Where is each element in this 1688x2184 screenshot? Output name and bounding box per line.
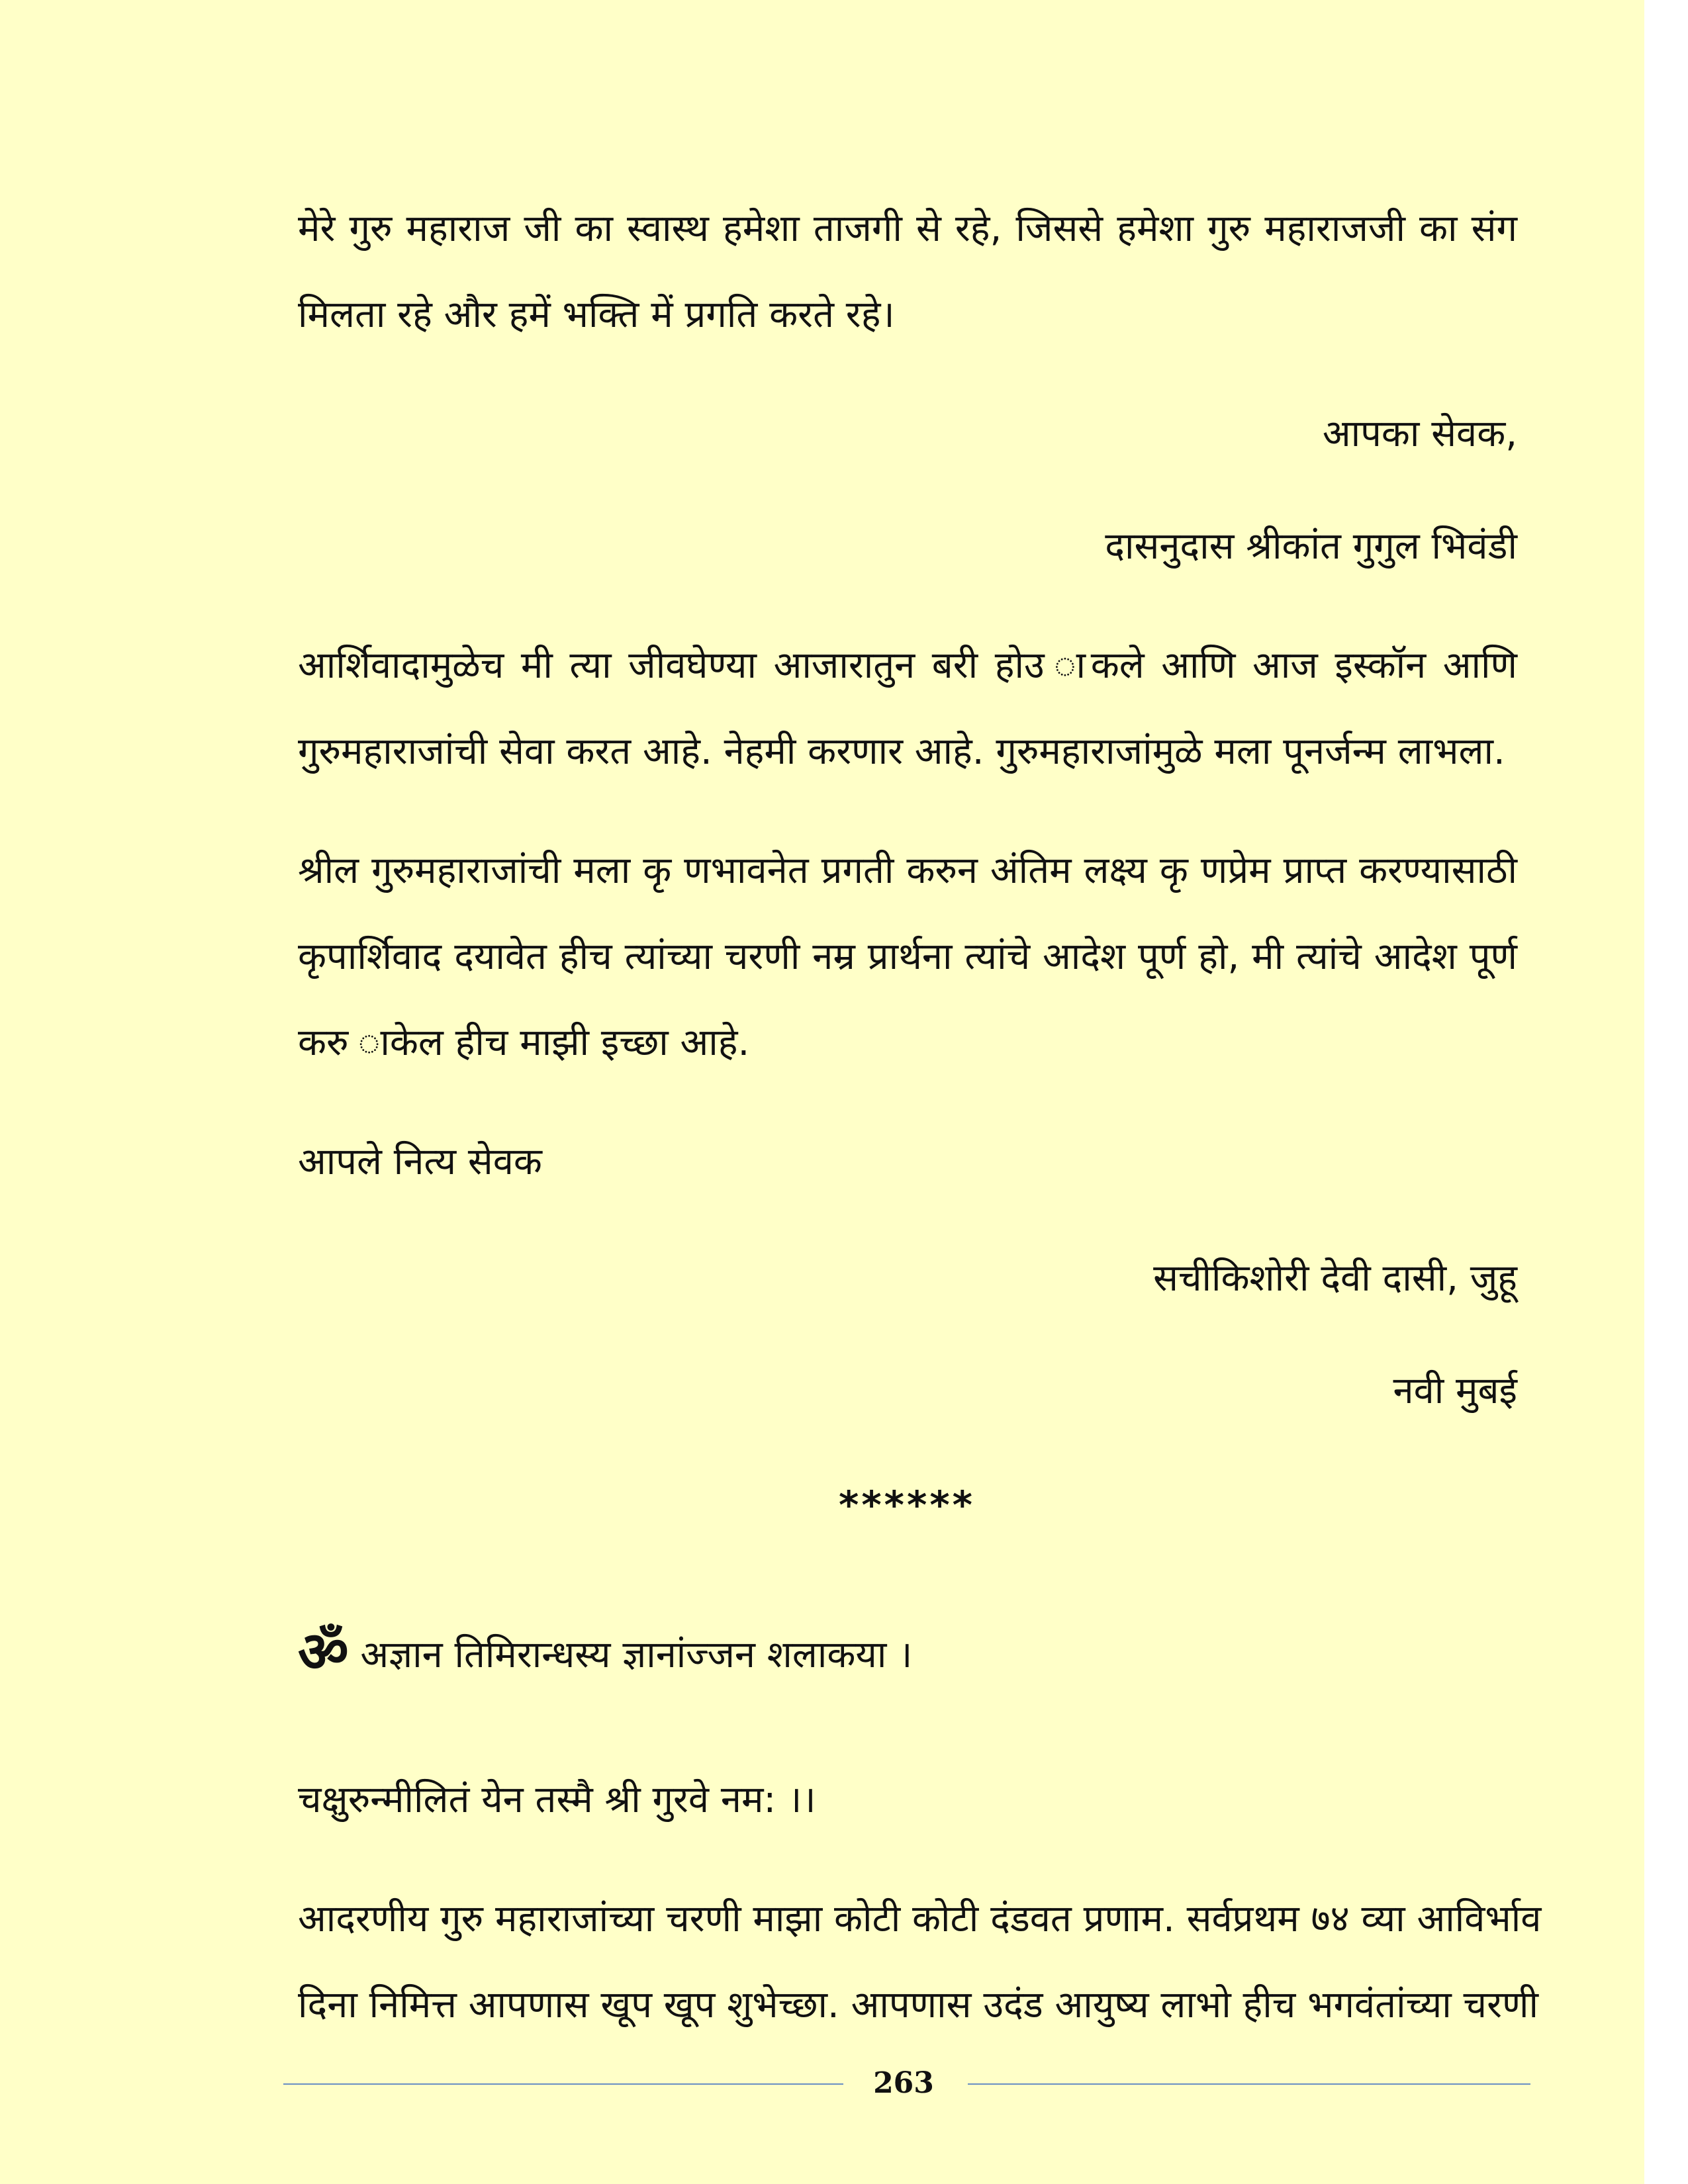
footer-rule-right bbox=[968, 2083, 1530, 2085]
paragraph-3-line-2: कृपार्शिवाद दयावेत हीच त्यांच्या चरणी नम्र प्रार्थना त्यांचे आदेश पूर्ण हो, मी त्यांचे आदेश पूर्ण bbox=[298, 935, 1517, 978]
paragraph-4-line-2: दिना निमित्त आपणास खूप खूप शुभेच्छा. आपणास उदंड आयुष्य लाभो हीच भगवंतांच्या चरणी bbox=[298, 1983, 1539, 2026]
om-icon: ॐ bbox=[298, 1619, 349, 1684]
paragraph-2-line-2: गुरुमहाराजांची सेवा करत आहे. नेहमी करणार आहे. गुरुमहाराजांमुळे मला पूनर्जन्म लाभला. bbox=[298, 730, 1505, 773]
paragraph-3-line-1: श्रील गुरुमहाराजांची मला कृ णभावनेत प्रगती करुन अंतिम लक्ष्य कृ णप्रेम प्राप्त करण्यासाठी bbox=[298, 849, 1517, 892]
paragraph-1-line-1: मेरे गुरु महाराज जी का स्वास्थ हमेशा ताजगी से रहे, जिससे हमेशा गुरु महाराजजी का संग bbox=[298, 207, 1517, 250]
verse-line-1-text: अज्ञान तिमिरान्धस्य ज्ञानांज्जन शलाकया । bbox=[360, 1633, 913, 1676]
verse-line-1 bbox=[298, 1619, 913, 1684]
page-number: 263 bbox=[873, 2066, 934, 2100]
closing-line: आपले नित्य सेवक bbox=[298, 1140, 542, 1183]
footer-rule-left bbox=[283, 2083, 843, 2085]
signature-1-line-2: दासनुदास श्रीकांत गुगुल भिवंडी bbox=[1105, 525, 1517, 568]
paragraph-3-line-3: करु ाकेल हीच माझी इच्छा आहे. bbox=[298, 1021, 750, 1064]
verse-line-2: चक्षुरुन्मीलितं येन तस्मै श्री गुरवे नम: ।। bbox=[298, 1778, 816, 1821]
signature-1-line-1: आपका सेवक, bbox=[1322, 412, 1517, 455]
paragraph-1-line-2: मिलता रहे और हमें भक्ति में प्रगति करते रहे। bbox=[298, 293, 895, 336]
paragraph-4-line-1: आदरणीय गुरु महाराजांच्या चरणी माझा कोटी कोटी दंडवत प्रणाम. सर्वप्रथम ७४ व्या आविर्भाव bbox=[298, 1897, 1542, 1940]
signature-2-line-1: सचीकिशोरी देवी दासी, जुहू bbox=[1153, 1257, 1517, 1300]
paragraph-2-line-1: आर्शिवादामुळेच मी त्या जीवघेण्या आजारातुन बरी होउ ाकले आणि आज इस्कॉन आणि bbox=[298, 644, 1517, 687]
section-separator: ****** bbox=[839, 1482, 975, 1527]
signature-2-line-2: नवी मुबई bbox=[1393, 1369, 1517, 1412]
